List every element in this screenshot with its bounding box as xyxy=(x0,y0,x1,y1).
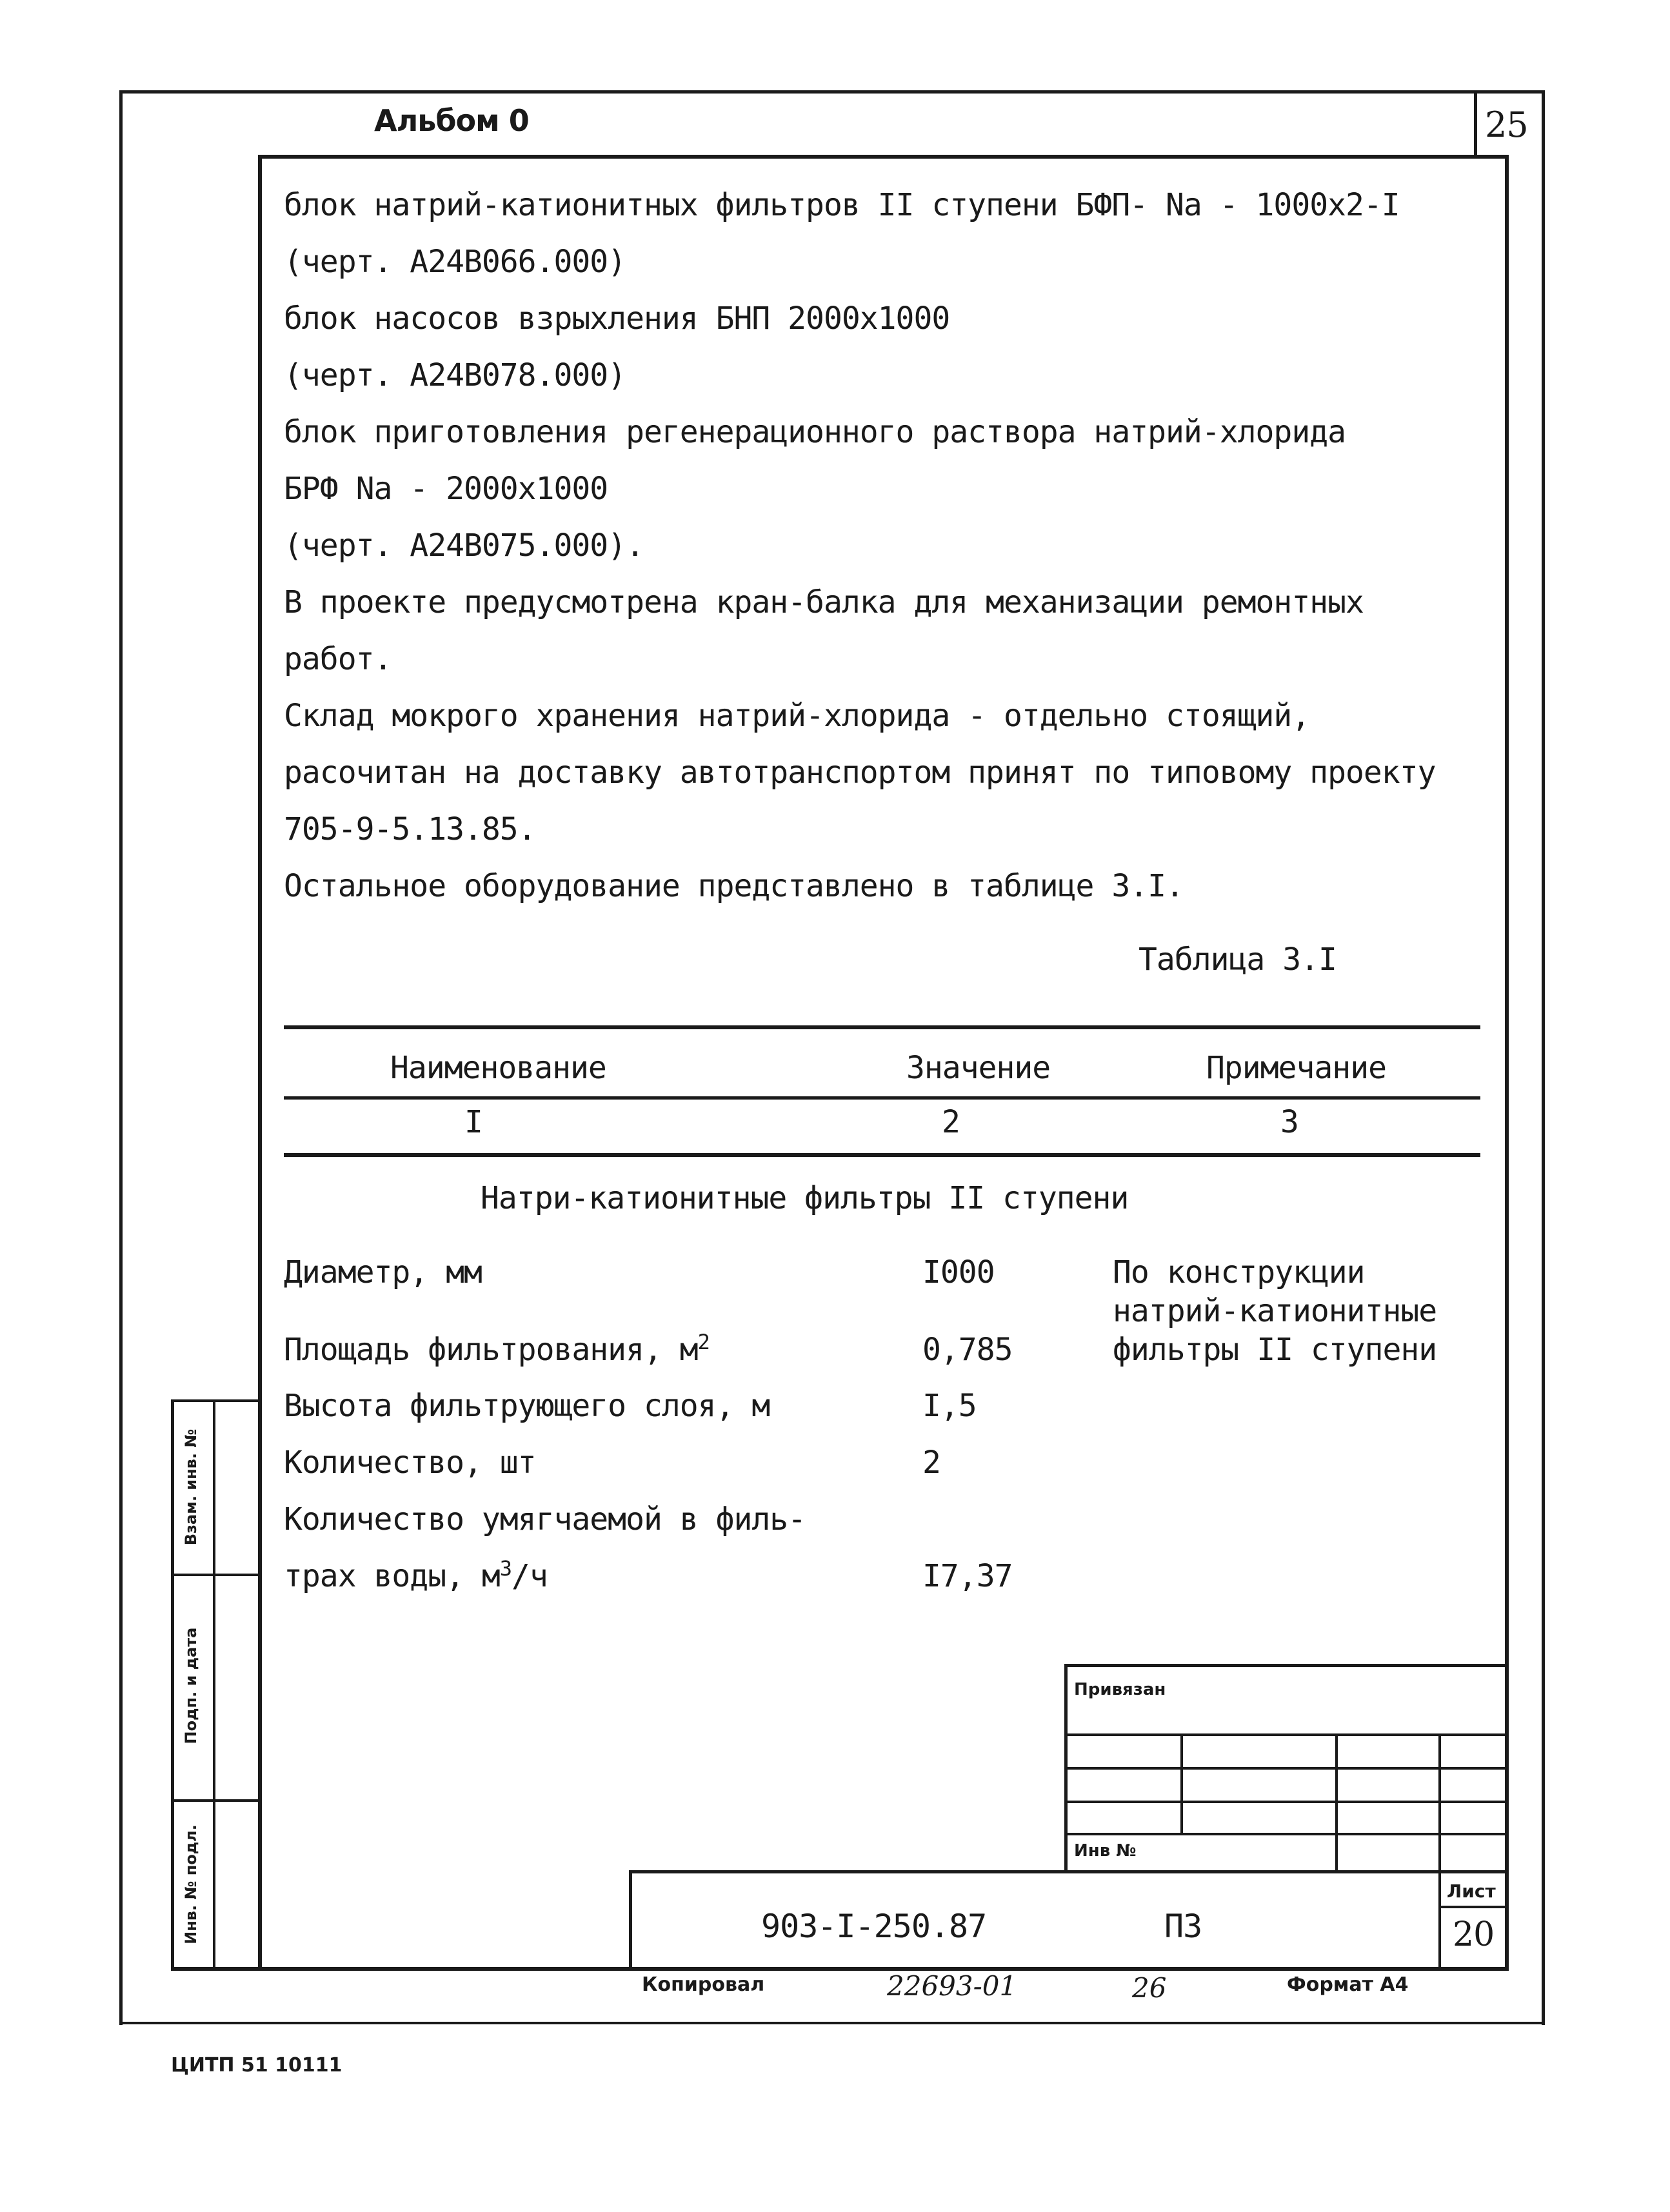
row-area-note: фильтры II ступени xyxy=(1113,1332,1437,1368)
side-stamp-label-inv: Инв. № подл. xyxy=(182,1824,200,1944)
side-stamp-top xyxy=(171,1399,261,1402)
row-water-value: I7,37 xyxy=(922,1558,1013,1594)
title-block-inv: Инв № xyxy=(1074,1841,1137,1861)
row-note-line-2: натрий-катионитные xyxy=(1113,1293,1437,1329)
side-stamp-mid xyxy=(213,1399,215,1970)
table-caption: Таблица 3.I xyxy=(1138,942,1337,978)
body-line-1: блок натрий-катионитных фильтров II ступени БФП- Na - 1000x2-I xyxy=(284,187,1400,223)
outer-frame-left xyxy=(119,90,123,2025)
body-line-7: (черт. А24В075.000). xyxy=(284,528,644,564)
table-rule-mid xyxy=(284,1096,1480,1100)
title-block-col-3 xyxy=(1438,1733,1441,1969)
inner-frame-top xyxy=(258,155,1506,159)
page-box-left xyxy=(1474,90,1477,156)
body-line-2: (черт. А24В066.000) xyxy=(284,244,626,280)
sheet-number: 20 xyxy=(1453,1915,1495,1954)
list-label: Лист xyxy=(1447,1881,1496,1902)
body-line-4: (черт. А24В078.000) xyxy=(284,357,626,393)
body-line-6: БРФ Na - 2000x1000 xyxy=(284,471,608,507)
footer-handwritten-code: 22693-01 xyxy=(887,1970,1017,2002)
table-colnum-1: I xyxy=(464,1104,482,1140)
row-count-value: 2 xyxy=(922,1445,940,1481)
row-water-name-text: трах воды, м xyxy=(284,1558,500,1594)
main-stamp-left xyxy=(629,1870,632,1970)
title-block-col-2 xyxy=(1335,1733,1338,1872)
row-water-name-2 xyxy=(284,1558,548,1594)
main-stamp-top xyxy=(629,1870,1506,1873)
doc-code: 903-I-250.87 xyxy=(761,1908,987,1945)
doc-section: ПЗ xyxy=(1164,1908,1202,1945)
footer-publisher: ЦИТП 51 10111 xyxy=(171,2054,343,2077)
album-title: Альбом 0 xyxy=(374,103,529,138)
table-header-name: Наименование xyxy=(390,1050,606,1086)
title-block-privyazan: Привязан xyxy=(1074,1680,1166,1699)
row-area-value: 0,785 xyxy=(922,1332,1013,1368)
body-line-5: блок приготовления регенерационного раствора натрий-хлорида xyxy=(284,414,1346,450)
inner-frame-left xyxy=(258,155,262,1970)
footer-handwritten-num: 26 xyxy=(1132,1972,1167,2004)
footer-format: Формат А4 xyxy=(1287,1973,1409,1996)
list-box-divider xyxy=(1438,1906,1506,1908)
row-water-name-sup: 3 xyxy=(499,1556,512,1581)
body-line-13: Остальное оборудование представлено в таблице 3.I. xyxy=(284,868,1184,904)
table-header-value: Значение xyxy=(906,1050,1051,1086)
body-line-10: Склад мокрого хранения натрий-хлорида - отдельно стоящий, xyxy=(284,698,1310,734)
row-water-name-tail: /ч xyxy=(512,1558,548,1594)
row-diameter-name: Диаметр, мм xyxy=(284,1254,482,1290)
row-area-name xyxy=(284,1332,710,1368)
inner-frame-bottom xyxy=(171,1967,1509,1971)
row-diameter-value: I000 xyxy=(922,1254,995,1290)
table-rule-bottom xyxy=(284,1153,1480,1157)
outer-frame-right xyxy=(1542,90,1545,2025)
row-area-name-text: Площадь фильтрования, м xyxy=(284,1332,698,1368)
row-count-name: Количество, шт xyxy=(284,1445,536,1481)
side-stamp-div-1 xyxy=(171,1574,261,1576)
outer-frame-bottom xyxy=(119,2022,1545,2024)
outer-frame-top xyxy=(119,90,1545,94)
title-block-top xyxy=(1064,1664,1506,1667)
inner-frame-right xyxy=(1505,155,1509,1970)
side-stamp-label-replace: Взам. инв. № xyxy=(182,1428,200,1546)
row-height-value: I,5 xyxy=(922,1388,977,1424)
table-colnum-3: 3 xyxy=(1280,1104,1298,1140)
row-area-name-sup: 2 xyxy=(697,1330,710,1354)
table-rule-top xyxy=(284,1025,1480,1029)
table-header-note: Примечание xyxy=(1206,1050,1386,1086)
row-water-name-1: Количество умягчаемой в филь- xyxy=(284,1501,806,1537)
table-colnum-2: 2 xyxy=(942,1104,960,1140)
side-stamp-label-sign: Подп. и дата xyxy=(182,1627,200,1744)
side-stamp-div-2 xyxy=(171,1799,261,1802)
row-diameter-note: По конструкции xyxy=(1113,1254,1365,1290)
table-section-title: Натри-катионитные фильтры II ступени xyxy=(481,1180,1129,1216)
side-stamp-left xyxy=(171,1399,174,1970)
body-line-3: блок насосов взрыхления БНП 2000x1000 xyxy=(284,301,950,337)
footer-copied: Копировал xyxy=(642,1973,765,1996)
body-line-9: работ. xyxy=(284,641,392,677)
body-line-11: расочитан на доставку автотранспортом принят по типовому проекту xyxy=(284,755,1436,791)
title-block-col-1 xyxy=(1180,1733,1183,1833)
page-number: 25 xyxy=(1485,104,1528,145)
body-line-8: В проекте предусмотрена кран-балка для механизации ремонтных xyxy=(284,584,1364,620)
row-height-name: Высота фильтрующего слоя, м xyxy=(284,1388,770,1424)
body-line-12: 705-9-5.13.85. xyxy=(284,811,536,847)
